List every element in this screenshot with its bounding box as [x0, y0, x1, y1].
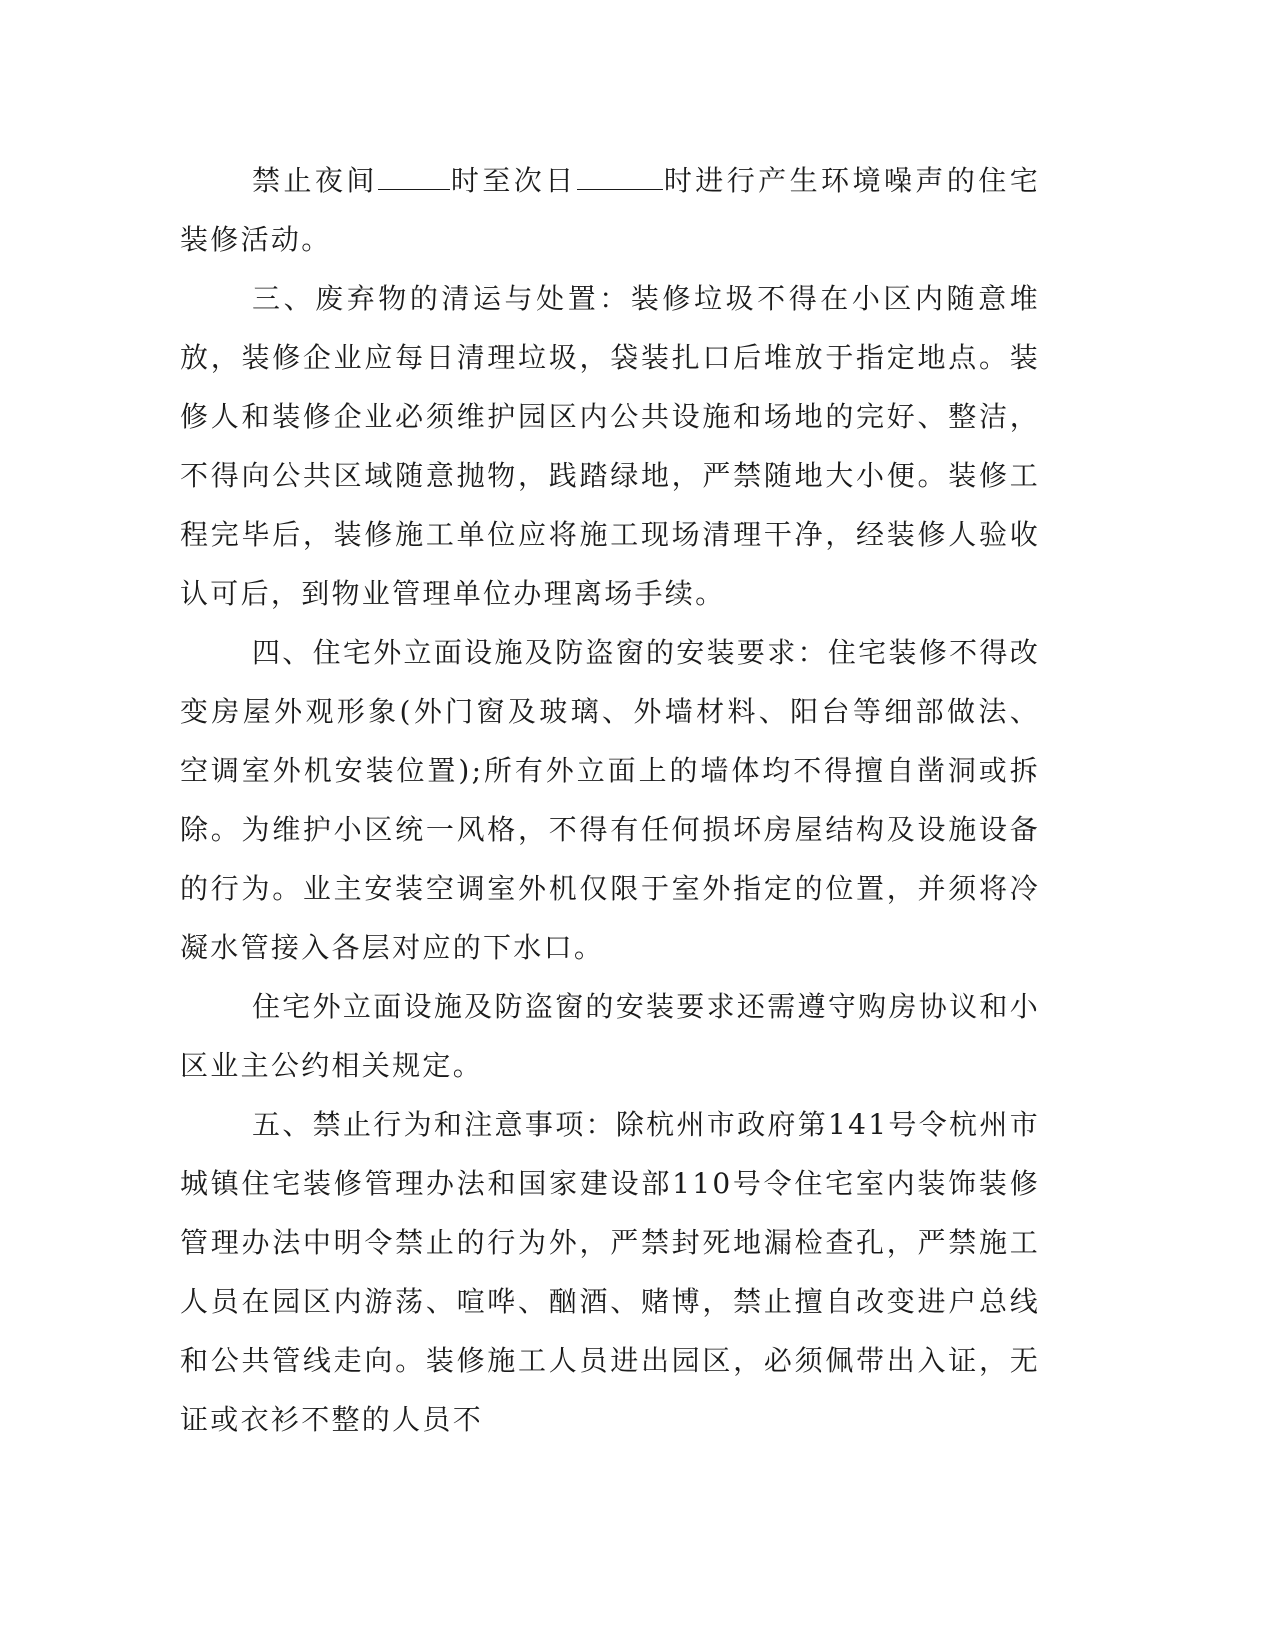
blank-start-hour [378, 159, 450, 190]
noise-text-part1: 禁止夜间 [252, 164, 378, 197]
paragraph-prohibited-behaviors: 五、禁止行为和注意事项：除杭州市政府第141号令杭州市城镇住宅装修管理办法和国家建设部110号令住宅室内装饰装修管理办法中明令禁止的行为外，严禁封死地漏检查孔，严禁施工人员在园区内游荡、喧哗、酗酒、赌博，禁止擅自改变进户总线和公共管线走向。装修施工人员进出园区，必须佩带出入证，无证或衣衫不整的人员不 [180, 1108, 1040, 1436]
paragraph-noise-hours [180, 151, 1040, 269]
paragraph-waste-disposal: 三、废弃物的清运与处置：装修垃圾不得在小区内随意堆放，装修企业应每日清理垃圾，袋装扎口后堆放于指定地点。装修人和装修企业必须维护园区内公共设施和场地的完好、整洁，不得向公共区域随意抛物，践踏绿地，严禁随地大小便。装修工程完毕后，装修施工单位应将施工现场清理干净，经装修人验收认可后，到物业管理单位办理离场手续。 [180, 282, 1040, 610]
paragraph-facade-requirements: 四、住宅外立面设施及防盗窗的安装要求：住宅装修不得改变房屋外观形象(外门窗及玻璃、外墙材料、阳台等细部做法、空调室外机安装位置);所有外立面上的墙体均不得擅自凿洞或拆除。为维护小区统一风格，不得有任何损坏房屋结构及设施设备的行为。业主安装空调室外机仅限于室外指定的位置，并须将冷凝水管接入各层对应的下水口。 [180, 636, 1040, 964]
noise-text-part3: 时进行产生环境噪声的住宅装修活动。 [180, 164, 1041, 256]
document-body [180, 151, 1040, 1449]
paragraph-facade-additional: 住宅外立面设施及防盗窗的安装要求还需遵守购房协议和小区业主公约相关规定。 [180, 990, 1040, 1082]
blank-end-hour [577, 159, 663, 190]
noise-text-part2: 时至次日 [449, 164, 577, 197]
